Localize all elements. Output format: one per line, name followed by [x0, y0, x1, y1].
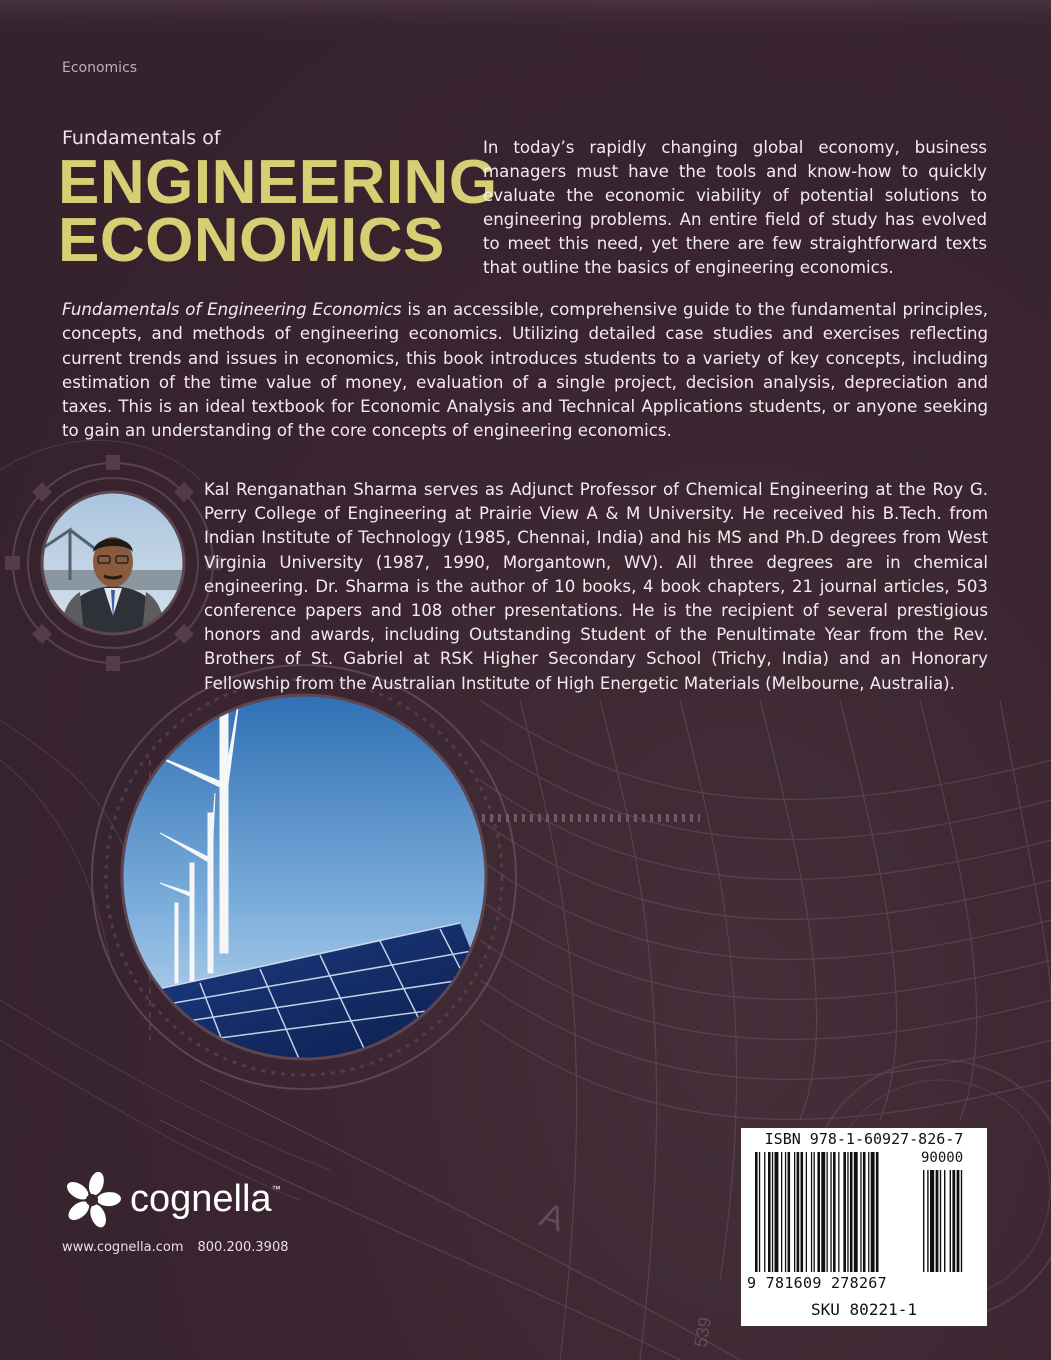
publisher-name: cognella	[130, 1178, 272, 1220]
publisher-wordmark	[130, 1178, 281, 1221]
description-paragraph	[62, 298, 988, 444]
book-title-line-2: ECONOMICS	[58, 206, 445, 275]
sku-number: SKU 80221-1	[811, 1300, 917, 1319]
trademark-symbol: ™	[271, 1184, 281, 1194]
angle-label: A	[535, 1195, 570, 1240]
title-kicker: Fundamentals of	[62, 127, 221, 149]
author-photo	[40, 490, 186, 636]
author-bio: Kal Renganathan Sharma serves as Adjunct Professor of Chemical Engineering at the Roy G. Perry College of Engineering at Prairie View A & M University. He received his B.Tech. from Indian Institute of Technology (1985, Chennai, India) and his MS and Ph.D degrees from West Virginia University (1987, 1990, Morgantown, WV). All three degrees are in chemical engineering. Dr. Sharma is the author of 10 books, 4 book chapters, 21 journal articles, 503 conference papers and 108 other presentations. He is the recipient of several prestigious honors and awards, including Outstanding Student of the Penultimate Year from the Rev. Brothers of St. Gabriel at RSK Higher Secondary School (Trichy, India) and an Honorary Fellowship from the Australian Institute of High Energetic Materials (Melbourne, Australia).	[204, 480, 988, 693]
intro-paragraph: In today’s rapidly changing global economy, business managers must have the tools and know-how to quickly evaluate the economic viability of potential solutions to engineering problems. An entire field of study has evolved to meet this need, yet there are few straightforward texts that outline the basics of engineering economics.	[483, 138, 987, 277]
publisher-contact	[62, 1240, 289, 1255]
price-code: 90000	[921, 1150, 964, 1166]
isbn-number: ISBN 978-1-60927-826-7	[764, 1130, 964, 1148]
solar-wind-photo	[120, 693, 488, 1061]
publisher-phone: 800.200.3908	[197, 1240, 289, 1255]
isbn-barcode	[741, 1128, 987, 1326]
description-book-title: Fundamentals of Engineering Economics	[62, 300, 402, 319]
book-title-line-1: ENGINEERING	[58, 148, 498, 217]
cognella-flower-icon	[60, 1168, 124, 1232]
publisher-website: www.cognella.com	[62, 1240, 184, 1255]
decor-number: 539	[690, 1315, 716, 1349]
category-label: Economics	[62, 60, 138, 76]
description-text: is an accessible, comprehensive guide to the fundamental principles, concepts, and methods of engineering economics. Utilizing detailed case studies and exercises reflecting current trends and issues in economics, this book introduces students to a variety of key concepts, including estimation of the time value of money, evaluation of a single project, decision analysis, depreciation and taxes. This is an ideal textbook for Economic Analysis and Technical Applications students, or anyone seeking to gain an understanding of the core concepts of engineering economics.	[62, 300, 988, 441]
barcode-bars	[741, 1128, 987, 1298]
barcode-digits: 9 781609 278267	[747, 1274, 887, 1292]
publisher-logo	[60, 1168, 281, 1236]
